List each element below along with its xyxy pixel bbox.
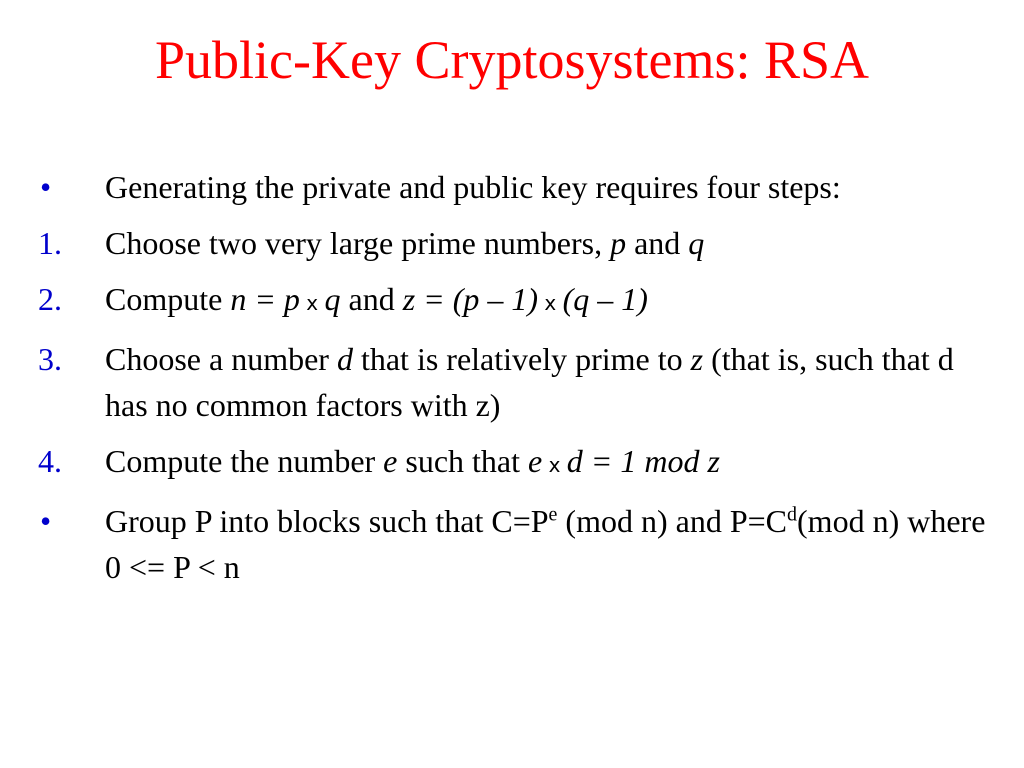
var-e: e: [383, 443, 398, 479]
item-text: Choose two very large prime numbers,: [105, 225, 611, 261]
list-item-step-1: [38, 220, 998, 266]
var-q: q: [688, 225, 705, 261]
item-text: Generating the private and public key requires four steps:: [105, 169, 841, 205]
list-item-step-4: [38, 438, 998, 488]
step-number: 4.: [38, 443, 62, 479]
item-text: (mod n) and P=C: [557, 503, 788, 539]
list-item-intro: [38, 164, 998, 210]
times-symbol: x: [538, 291, 563, 315]
var-e: e: [528, 443, 543, 479]
item-text: Choose a number: [105, 341, 337, 377]
item-text: Group P into blocks such that C=P: [105, 503, 549, 539]
slide-title: Public-Key Cryptosystems: RSA: [154, 30, 870, 90]
superscript-d: d: [787, 503, 798, 526]
item-text: and: [340, 281, 403, 317]
step-number: 1.: [38, 225, 62, 261]
superscript-e: e: [548, 503, 558, 526]
content-list: [38, 164, 998, 600]
list-item-step-2: [38, 276, 998, 326]
formula-z: z = (p – 1): [402, 281, 539, 317]
var-d: d: [336, 341, 353, 377]
formula-n: n = p: [230, 281, 300, 317]
times-symbol: x: [299, 291, 325, 315]
var-z: z: [690, 341, 704, 377]
item-text: that is relatively prime to: [352, 341, 691, 377]
bullet-marker: •: [40, 169, 52, 205]
item-text: (mod n) where 0 <= P < n: [105, 503, 986, 585]
var-p: p: [610, 225, 627, 261]
times-symbol: x: [542, 453, 567, 477]
var-q: q: [324, 281, 341, 317]
formula-mod: d = 1 mod z: [566, 443, 720, 479]
item-text: Compute: [105, 281, 231, 317]
formula-z-second: (q – 1): [562, 281, 648, 317]
step-number: 3.: [38, 341, 62, 377]
item-text: and: [626, 225, 689, 261]
list-item-grouping: [38, 498, 998, 590]
item-text: Compute the number: [105, 443, 384, 479]
bullet-marker: •: [40, 503, 52, 539]
step-number: 2.: [38, 281, 62, 317]
list-item-step-3: [38, 336, 998, 428]
item-text: (that is, such that d has no common factors with z): [105, 341, 954, 423]
item-text: such that: [397, 443, 529, 479]
